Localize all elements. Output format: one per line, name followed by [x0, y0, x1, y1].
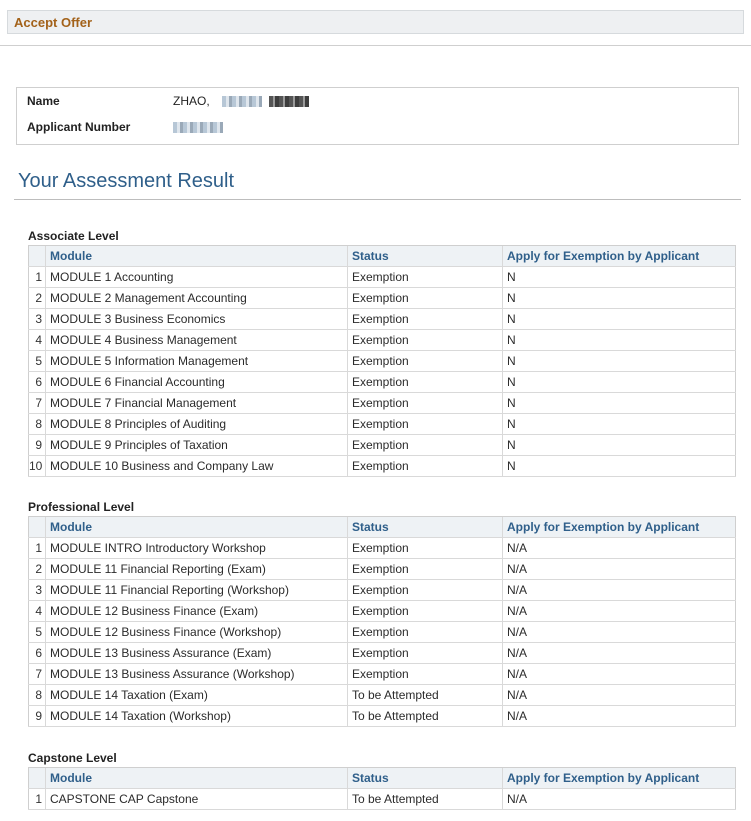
- row-number: 1: [29, 789, 46, 810]
- apply-exemption-cell: N/A: [503, 664, 736, 685]
- apply-exemption-column-header: Apply for Exemption by Applicant: [503, 246, 736, 267]
- row-number: 5: [29, 622, 46, 643]
- row-number: 10: [29, 456, 46, 477]
- row-number: 7: [29, 393, 46, 414]
- status-cell: Exemption: [348, 414, 503, 435]
- associate-level-title: Associate Level: [28, 229, 119, 243]
- module-cell: CAPSTONE CAP Capstone: [46, 789, 348, 810]
- status-cell: Exemption: [348, 601, 503, 622]
- apply-exemption-cell: N: [503, 393, 736, 414]
- module-cell: MODULE 14 Taxation (Exam): [46, 685, 348, 706]
- module-cell: MODULE 4 Business Management: [46, 330, 348, 351]
- module-cell: MODULE 8 Principles of Auditing: [46, 414, 348, 435]
- status-column-header: Status: [348, 517, 503, 538]
- page-title-bar: [7, 10, 744, 34]
- row-number: 7: [29, 664, 46, 685]
- row-number: 3: [29, 580, 46, 601]
- row-number: 9: [29, 706, 46, 727]
- apply-exemption-cell: N/A: [503, 538, 736, 559]
- row-number: 2: [29, 288, 46, 309]
- module-cell: MODULE 11 Financial Reporting (Workshop): [46, 580, 348, 601]
- status-cell: Exemption: [348, 372, 503, 393]
- apply-exemption-cell: N: [503, 288, 736, 309]
- row-number: 4: [29, 601, 46, 622]
- name-redaction: [222, 96, 262, 107]
- apply-exemption-cell: N/A: [503, 789, 736, 810]
- table-row: [29, 622, 736, 643]
- table-row: [29, 643, 736, 664]
- status-cell: Exemption: [348, 622, 503, 643]
- table-row: [29, 685, 736, 706]
- row-number-header: [29, 517, 46, 538]
- module-cell: MODULE 13 Business Assurance (Workshop): [46, 664, 348, 685]
- module-cell: MODULE 9 Principles of Taxation: [46, 435, 348, 456]
- table-row: [29, 538, 736, 559]
- module-cell: MODULE 13 Business Assurance (Exam): [46, 643, 348, 664]
- table-row: [29, 372, 736, 393]
- status-cell: To be Attempted: [348, 685, 503, 706]
- status-cell: Exemption: [348, 643, 503, 664]
- module-cell: MODULE INTRO Introductory Workshop: [46, 538, 348, 559]
- row-number: 1: [29, 267, 46, 288]
- apply-exemption-cell: N: [503, 267, 736, 288]
- module-cell: MODULE 14 Taxation (Workshop): [46, 706, 348, 727]
- name-redaction-2: [269, 96, 309, 107]
- name-value: ZHAO,: [173, 94, 210, 108]
- row-number-header: [29, 768, 46, 789]
- row-number: 6: [29, 372, 46, 393]
- row-number: 6: [29, 643, 46, 664]
- applicant-info-box: [16, 87, 739, 145]
- capstone-level-grid: [28, 767, 736, 810]
- heading-divider: [14, 199, 741, 200]
- apply-exemption-cell: N/A: [503, 559, 736, 580]
- table-row: [29, 789, 736, 810]
- row-number: 3: [29, 309, 46, 330]
- applicant-number-label: Applicant Number: [27, 120, 131, 134]
- table-row: [29, 288, 736, 309]
- table-row: [29, 414, 736, 435]
- apply-exemption-cell: N: [503, 414, 736, 435]
- table-row: [29, 330, 736, 351]
- associate-level-grid: [28, 245, 736, 477]
- status-cell: Exemption: [348, 330, 503, 351]
- apply-exemption-cell: N/A: [503, 601, 736, 622]
- apply-exemption-cell: N: [503, 372, 736, 393]
- apply-exemption-cell: N/A: [503, 706, 736, 727]
- status-cell: Exemption: [348, 580, 503, 601]
- status-cell: Exemption: [348, 267, 503, 288]
- status-cell: Exemption: [348, 309, 503, 330]
- module-cell: MODULE 12 Business Finance (Exam): [46, 601, 348, 622]
- row-number: 2: [29, 559, 46, 580]
- status-cell: Exemption: [348, 351, 503, 372]
- status-cell: Exemption: [348, 456, 503, 477]
- table-row: [29, 601, 736, 622]
- apply-exemption-cell: N: [503, 309, 736, 330]
- row-number: 4: [29, 330, 46, 351]
- apply-exemption-cell: N: [503, 456, 736, 477]
- apply-exemption-column-header: Apply for Exemption by Applicant: [503, 517, 736, 538]
- module-cell: MODULE 7 Financial Management: [46, 393, 348, 414]
- module-cell: MODULE 5 Information Management: [46, 351, 348, 372]
- assessment-heading: Your Assessment Result: [18, 170, 235, 192]
- status-column-header: Status: [348, 246, 503, 267]
- title-divider: [0, 45, 751, 46]
- status-cell: Exemption: [348, 435, 503, 456]
- module-column-header: Module: [46, 246, 348, 267]
- apply-exemption-cell: N/A: [503, 580, 736, 601]
- page-title: Accept Offer: [14, 15, 93, 30]
- grid-header-row: [29, 517, 736, 538]
- table-row: [29, 351, 736, 372]
- table-row: [29, 559, 736, 580]
- apply-exemption-cell: N/A: [503, 622, 736, 643]
- status-cell: Exemption: [348, 288, 503, 309]
- table-row: [29, 435, 736, 456]
- applicant-number-redaction: [173, 122, 223, 133]
- table-row: [29, 664, 736, 685]
- name-label: Name: [27, 94, 60, 108]
- module-cell: MODULE 11 Financial Reporting (Exam): [46, 559, 348, 580]
- grid-header-row: [29, 246, 736, 267]
- status-cell: Exemption: [348, 538, 503, 559]
- capstone-level-title: Capstone Level: [28, 751, 117, 765]
- status-cell: Exemption: [348, 664, 503, 685]
- apply-exemption-cell: N/A: [503, 643, 736, 664]
- module-column-header: Module: [46, 517, 348, 538]
- row-number: 8: [29, 414, 46, 435]
- module-cell: MODULE 6 Financial Accounting: [46, 372, 348, 393]
- table-row: [29, 267, 736, 288]
- row-number-header: [29, 246, 46, 267]
- professional-level-title: Professional Level: [28, 500, 135, 514]
- table-row: [29, 393, 736, 414]
- module-cell: MODULE 3 Business Economics: [46, 309, 348, 330]
- table-row: [29, 456, 736, 477]
- status-cell: Exemption: [348, 393, 503, 414]
- module-cell: MODULE 10 Business and Company Law: [46, 456, 348, 477]
- apply-exemption-cell: N/A: [503, 685, 736, 706]
- module-cell: MODULE 2 Management Accounting: [46, 288, 348, 309]
- table-row: [29, 580, 736, 601]
- professional-level-grid: [28, 516, 736, 727]
- row-number: 9: [29, 435, 46, 456]
- table-row: [29, 309, 736, 330]
- status-cell: Exemption: [348, 559, 503, 580]
- module-cell: MODULE 1 Accounting: [46, 267, 348, 288]
- status-cell: To be Attempted: [348, 706, 503, 727]
- table-row: [29, 706, 736, 727]
- row-number: 1: [29, 538, 46, 559]
- apply-exemption-cell: N: [503, 351, 736, 372]
- module-column-header: Module: [46, 768, 348, 789]
- row-number: 5: [29, 351, 46, 372]
- module-cell: MODULE 12 Business Finance (Workshop): [46, 622, 348, 643]
- row-number: 8: [29, 685, 46, 706]
- status-cell: To be Attempted: [348, 789, 503, 810]
- status-column-header: Status: [348, 768, 503, 789]
- apply-exemption-cell: N: [503, 435, 736, 456]
- apply-exemption-column-header: Apply for Exemption by Applicant: [503, 768, 736, 789]
- apply-exemption-cell: N: [503, 330, 736, 351]
- grid-header-row: [29, 768, 736, 789]
